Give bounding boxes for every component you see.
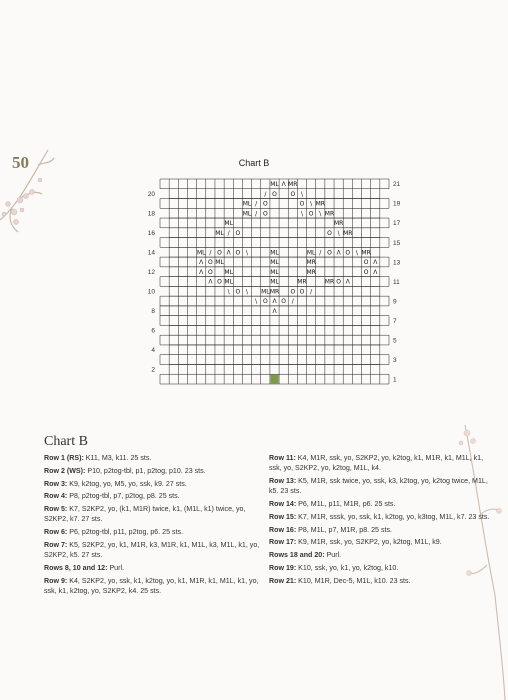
chart-symbol: O (208, 268, 213, 276)
pattern-row-text: K10, ssk, yo, k1, yo, k2tog, k10. (296, 563, 399, 572)
chart-symbol: O (235, 229, 241, 237)
pattern-row-text: K9, k2tog, yo, M5, yo, ssk, k9. 27 sts. (67, 479, 187, 488)
chart-symbol: \ (355, 249, 358, 257)
chart-symbol: O (208, 259, 213, 267)
row-number-right: 13 (393, 259, 401, 267)
pattern-row (269, 576, 491, 586)
pattern-row-label: Row 21: (269, 576, 297, 585)
row-number-right: 5 (393, 337, 397, 345)
chart-symbol: O (262, 200, 268, 208)
chart-symbol: / (310, 288, 313, 296)
chart-symbol: Λ (226, 249, 231, 257)
pattern-row-label: Rows 18 and 20: (269, 551, 325, 560)
chart-symbol: O (363, 268, 369, 276)
row-number-left: 8 (151, 308, 155, 316)
row-number-right: 3 (393, 356, 397, 364)
chart-symbol: / (319, 249, 322, 257)
chart-symbol: \ (300, 210, 303, 218)
pattern-row-text: K5, S2KP2, yo, k1, M1R, k3, M1R, k1, M1L, k3, M1L, k1, yo, S2KP2, k5. 27 sts. (44, 540, 260, 560)
pattern-row (269, 550, 491, 560)
chart-symbol: O (290, 190, 296, 198)
pattern-row (44, 453, 266, 463)
chart-symbol: / (209, 249, 212, 257)
pattern-row (44, 540, 266, 560)
pattern-row-text: K5, M1R, ssk twice, yo, ssk, k3, k2tog, yo, k2tog twice, M1L, k5. 23 sts. (269, 477, 488, 496)
chart-symbol: O (272, 190, 277, 198)
chart-symbol: O (363, 259, 369, 267)
chart-symbol: O (235, 288, 241, 296)
chart-symbol: Λ (199, 268, 204, 276)
chart-symbol: O (299, 200, 305, 208)
pattern-row-label: Row 1 (RS): (44, 454, 84, 462)
pattern-row-text: P6, M1L, p11, M1R, p6. 25 sts. (296, 500, 396, 508)
chart-symbol: O (281, 298, 287, 306)
pattern-row (44, 576, 266, 596)
pattern-row (269, 563, 491, 573)
row-number-left: 18 (147, 210, 155, 218)
chart-symbol: \ (227, 288, 230, 296)
chart-symbol: \ (337, 229, 340, 237)
chart-symbol: ML (261, 288, 270, 296)
pattern-row-label: Row 7: (44, 540, 68, 549)
pattern-row-label: Row 4: (44, 492, 68, 501)
pattern-row-label: Row 15: (269, 512, 297, 521)
chart-symbol: ML (224, 268, 233, 276)
pattern-row (269, 453, 491, 473)
instructions-left-column (44, 453, 266, 599)
pattern-row-text: K9, M1R, ssk, yo, S2KP2, yo, k2tog, M1L, k9. (296, 538, 442, 547)
chart-symbol: O (345, 249, 351, 257)
chart-symbol: O (217, 278, 222, 286)
row-number-left: 2 (151, 366, 155, 374)
row-number-left: 10 (147, 288, 155, 296)
pattern-row (269, 537, 491, 547)
chart-symbol: MR (306, 268, 316, 276)
chart-symbol: \ (300, 190, 303, 198)
chart-symbol: Λ (272, 298, 277, 306)
pattern-row-label: Row 6: (44, 528, 68, 537)
pattern-row-label: Rows 8, 10 and 12: (44, 563, 108, 572)
chart-symbol: Λ (281, 181, 286, 189)
chart-symbol: O (290, 288, 296, 296)
chart-symbol: ML (270, 259, 279, 267)
pattern-row (44, 479, 266, 489)
chart-symbol: \ (255, 298, 258, 306)
chart-symbol: ML (215, 259, 224, 267)
chart-symbol: MR (343, 229, 353, 237)
chart-symbol: / (264, 190, 267, 198)
chart-symbol: O (217, 249, 222, 257)
chart-symbol: / (291, 298, 294, 306)
row-number-right: 9 (393, 298, 397, 306)
chart-symbol: MR (361, 249, 371, 257)
chart-symbol: MR (297, 278, 307, 286)
pattern-row-text: K11, M3, k11. 25 sts. (83, 454, 152, 462)
chart-symbol: / (255, 210, 258, 218)
instructions-right-column (269, 453, 491, 589)
center-stitch-marker (270, 375, 278, 384)
pattern-row-text: P10, p2tog-tbl, p1, p2tog, p10. 23 sts. (85, 466, 206, 475)
pattern-row (269, 476, 491, 496)
chart-symbol: MR (306, 259, 316, 267)
chart-symbol: ML (242, 210, 252, 218)
pattern-row-text: K4, M1R, ssk, yo, S2KP2, yo, k2tog, k1, M1R, k1, M1L, k1, ssk, yo, S2KP2, yo, k2tog, M1L, k4. (269, 454, 484, 473)
chart-symbol: Λ (345, 278, 350, 286)
chart-symbol: O (235, 249, 241, 257)
pattern-row-text: P8, M1L, p7, M1R, p8. 25 sts. (296, 525, 393, 534)
row-number-left: 14 (147, 249, 155, 257)
pattern-row (269, 512, 491, 522)
row-number-right: 17 (393, 220, 401, 228)
chart-symbol: ML (224, 220, 233, 228)
row-number-right: 21 (393, 181, 401, 189)
chart-symbol: Λ (199, 259, 204, 267)
row-number-right: 1 (393, 376, 397, 384)
row-number-right: 15 (393, 239, 401, 247)
chart-symbol: ML (270, 278, 279, 286)
chart-symbol: ML (224, 278, 233, 286)
chart-symbol: MR (315, 200, 325, 208)
chart-symbol: MR (324, 210, 335, 218)
chart-symbol: Λ (336, 249, 341, 257)
chart-symbol: ML (270, 249, 279, 257)
pattern-row-label: Row 5: (44, 505, 68, 514)
section-title: Chart B (44, 434, 88, 449)
chart-symbol: ML (306, 249, 316, 257)
pattern-row-text: P8, p2tog-tbl, p7, p2tog, p8. 25 sts. (67, 492, 180, 501)
row-number-left: 20 (147, 190, 155, 198)
chart-symbol: / (227, 229, 230, 237)
chart-symbol: Λ (373, 259, 378, 267)
pattern-row (44, 491, 266, 501)
chart-symbol: ML (270, 268, 279, 276)
pattern-row (44, 527, 266, 537)
pattern-row (269, 525, 491, 535)
chart-symbol: ML (242, 200, 252, 208)
chart-title: Chart B (238, 158, 270, 168)
pattern-row-text: Purl. (107, 563, 125, 572)
chart-symbol: \ (319, 210, 322, 218)
pattern-row (269, 499, 491, 509)
pattern-row-label: Row 11: (269, 454, 296, 462)
pattern-row-text: Purl. (324, 551, 342, 560)
pattern-row-label: Row 13: (269, 477, 297, 485)
chart-symbol: O (308, 210, 314, 218)
row-number-right: 19 (393, 200, 401, 208)
chart-symbol: O (299, 288, 305, 296)
row-number-left: 4 (151, 347, 155, 355)
chart-symbol: O (336, 278, 341, 286)
row-number-left: 6 (151, 327, 155, 335)
chart-symbol: O (262, 210, 268, 218)
chart-symbol: O (262, 298, 268, 306)
row-number-left: 16 (147, 229, 155, 237)
row-number-left: 12 (147, 269, 155, 277)
chart-symbol: MR (324, 278, 335, 286)
chart-symbol: O (327, 229, 332, 237)
chart-symbol: \ (246, 249, 249, 257)
chart-symbol: \ (310, 200, 313, 208)
row-number-right: 7 (393, 317, 397, 325)
chart-symbol: ML (215, 229, 224, 237)
pattern-row-label: Row 9: (44, 576, 68, 585)
chart-symbol: MR (269, 288, 280, 296)
chart-symbol: ML (270, 181, 279, 189)
chart-symbol: MR (288, 181, 298, 189)
page-number: 50 (12, 153, 29, 172)
chart-symbol: \ (246, 288, 249, 296)
pattern-row-text: K7, S2KP2, yo, (k1, M1R) twice, k1, (M1L, k1) twice, yo, S2KP2, k7. 27 sts. (44, 505, 246, 524)
chart-symbol: Λ (208, 278, 213, 286)
pattern-row-label: Row 14: (269, 500, 297, 508)
pattern-row (44, 563, 266, 573)
chart-symbol: O (327, 249, 332, 257)
chart-symbol: MR (333, 220, 344, 228)
pattern-row-label: Row 16: (269, 525, 297, 534)
chart-symbol: Λ (272, 307, 277, 315)
pattern-row-label: Row 3: (44, 479, 68, 488)
pattern-row-text: K7, M1R, sssk, yo, ssk, k1, k2tog, yo, k3tog, M1L, k7. 23 sts. (296, 512, 490, 521)
chart-symbol: ML (196, 249, 206, 257)
pattern-row-text: K10, M1R, Dec-5, M1L, k10. 23 sts. (296, 576, 411, 585)
chart-symbol: Λ (373, 268, 378, 276)
chart-symbol: / (255, 200, 258, 208)
pattern-row-text: P6, p2tog-tbl, p11, p2tog, p6. 25 sts. (67, 528, 184, 537)
row-number-right: 11 (393, 278, 400, 286)
pattern-row-label: Row 19: (269, 563, 297, 572)
pattern-row-label: Row 2 (WS): (44, 466, 86, 475)
pattern-row (44, 504, 266, 524)
pattern-row (44, 466, 266, 476)
pattern-row-label: Row 17: (269, 538, 297, 547)
pattern-row-text: K4, S2KP2, yo, ssk, k1, k2tog, yo, k1, M1R, k1, M1L, k1, yo, ssk, k1, k2tog, yo, S2KP2, k4. 25 sts. (44, 576, 259, 595)
